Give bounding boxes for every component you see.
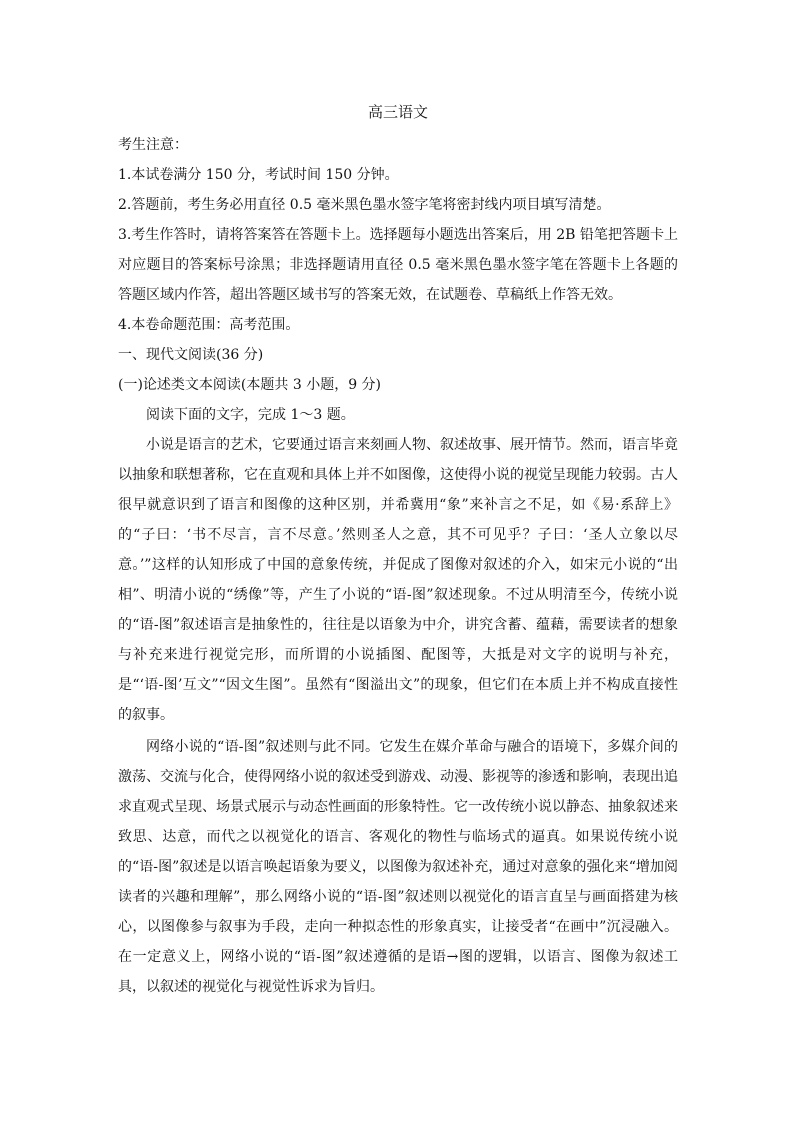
notice-item-4: 4.本卷命题范围：高考范围。 [118, 317, 300, 333]
exam-page [118, 100, 678, 1002]
page-title: 高三语文 [367, 103, 428, 121]
passage-paragraph-1: 小说是语言的艺术，它要通过语言来刻画人物、叙述故事、展开情节。然而，语言毕竟以抽象和联想著称，它在直观和具体上并不如图像，这使得小说的视觉呈现能力较弱。古人很早就意识到了语言和图像的这种区别，并希冀用“象”来补言之不足，如《易·系辞上》的“子曰：‘书不尽言，言不尽意。’然则圣人之意，其不可见乎？子曰：‘圣人立象以尽意。’”这样的认知形成了中国的意象传统，并促成了图像对叙述的介入，如宋元小说的“出相”、明清小说的“绣像”等，产生了小说的“语-图”叙述现象。不过从明清至今，传统小说的“语-图”叙述语言是抽象性的，往往是以语象为中介，讲究含蓄、蕴藉，需要读者的想象与补充来进行视觉完形，而所谓的小说插图、配图等，大抵是对文字的说明与补充，是“‘语-图’互文”“因文生图”。虽然有“图溢出文”的现象，但它们在本质上并不构成直接性的叙事。 [118, 437, 678, 723]
notice-heading: 考生注意： [118, 137, 188, 153]
notice-item-3: 3.考生作答时，请将答案答在答题卡上。选择题每小题选出答案后，用 2B 铅笔把答题卡上对应题目的答案标号涂黑；非选择题请用直径 0.5 毫米黑色墨水签字笔在答题卡上各题的答题区域内作答，超出答题区域书写的答案无效，在试题卷、草稿纸上作答无效。 [118, 227, 678, 303]
reading-instruction: 阅读下面的文字，完成 1～3 题。 [146, 407, 355, 423]
passage-paragraph-2: 网络小说的“语-图”叙述则与此不同。它发生在媒介革命与融合的语境下，多媒介间的激荡、交流与化合，使得网络小说的叙述受到游戏、动漫、影视等的渗透和影响，表现出追求直观式呈现、场景式展示与动态性画面的形象特性。它一改传统小说以静态、抽象叙述来致思、达意，而代之以视觉化的语言、客观化的物性与临场式的逼真。如果说传统小说的“语-图”叙述是以语言唤起语象为要义，以图像为叙述补充，通过对意象的强化来“增加阅读者的兴趣和理解”，那么网络小说的“语-图”叙述则以视觉化的语言直呈与画面搭建为核心，以图像参与叙事为手段，走向一种拟态性的形象真实，让接受者“在画中”沉浸融入。在一定意义上，网络小说的“语-图”叙述遵循的是语→图的逻辑，以语言、图像为叙述工具，以叙述的视觉化与视觉性诉求为旨归。 [118, 739, 678, 995]
subsection-heading: (一)论述类文本阅读(本题共 3 小题，9 分) [118, 377, 382, 393]
notice-item-2: 2.答题前，考生务必用直径 0.5 毫米黑色墨水签字笔将密封线内项目填写清楚。 [118, 197, 611, 213]
notice-item-1: 1.本试卷满分 150 分，考试时间 150 分钟。 [118, 167, 399, 183]
section-heading: 一、现代文阅读(36 分) [118, 347, 264, 363]
